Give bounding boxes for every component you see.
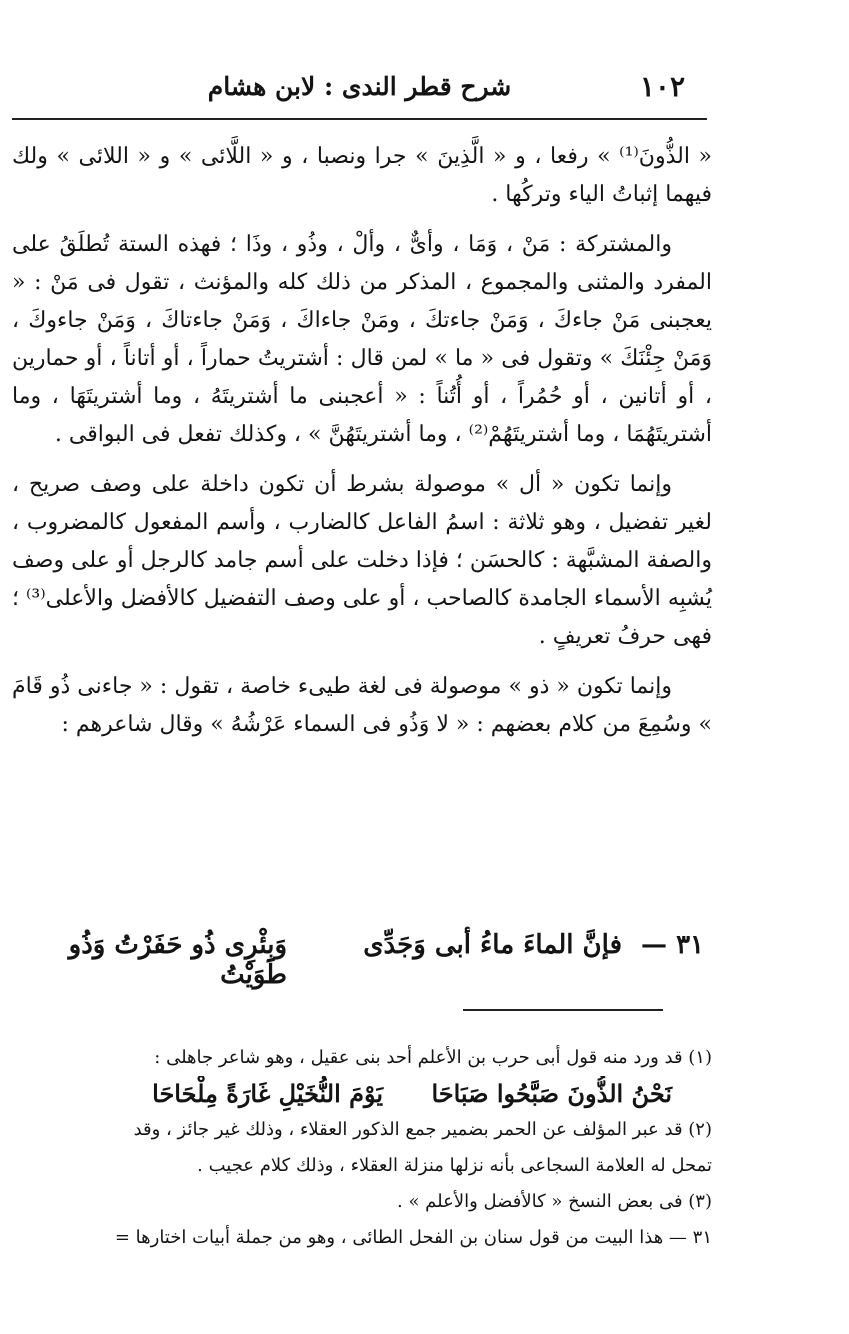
footnotes — [12, 1040, 712, 1256]
footnote-2-line-2: تمحل له العلامة السجاعى بأنه نزلها منزلة العقلاء ، وذلك كلام عجيب . — [197, 1155, 712, 1176]
verse-hemistich-1: فإنَّ الماءَ ماءُ أبى وَجَدِّى — [363, 930, 622, 960]
footnote-verse-hemistich-1: نَحْنُ الذُّونَ صَبَّحُوا صَبَاحَا — [431, 1079, 672, 1108]
footnote-31: ٣١ — هذا البيت من قول سنان بن الفحل الطائى ، وهو من جملة أبيات اختارها = — [114, 1227, 712, 1248]
paragraph-3: وإنما تكون « أل » موصولة بشرط أن تكون داخلة على وصف صريح ، لغير تفضيل ، وهو ثلاثة : اسمُ الفاعل كالضارب ، وأسم المفعول كالمضروب ، والصفة المشبَّهة : كالحسَن ؛ فإذا دخلت على أسم جامد كالرجل أو على وصف يُشبِه الأسماء الجامدة كالصاحب ، أو على وصف التفضيل كالأفضل والأعلى⁽³⁾ ؛ فهى حرفُ تعريفٍ . — [12, 472, 712, 649]
paragraph-2: والمشتركة : مَنْ ، وَمَا ، وأىٌّ ، وألْ ، وذُو ، وذَا ؛ فهذه الستة تُطلَقُ على المفرد والمثنى والمجموع ، المذكر من ذلك كله والمؤنث ، تقول فى مَنْ : « يعجبنى مَنْ جاءكَ ، وَمَنْ جاءتكَ ، ومَنْ جاءاكَ ، وَمَنْ جاءتاكَ ، وَمَنْ جاءوكَ ، وَمَنْ جِئْنَكَ » وتقول فى « ما » لمن قال : أشتريتُ حماراً ، أو أتاناً ، أو حمارين ، أو أتانين ، أو حُمُراً ، أو أُتُناً : « أعجبنى ما أشتريتَهُ ، وما أشتريتَهَا ، وما أشتريتَهُمَا ، وما أشتريتَهُمْ⁽²⁾ ، وما أشتريتَهُنَّ » ، وكذلك تفعل فى البواقى . — [12, 232, 712, 447]
running-title: شرح قطر الندى : لابن هشام — [207, 72, 512, 101]
verse-hemistich-2: وَبِئْرِى ذُو حَفَرْتُ وَذُو طَوَيْتُ — [68, 930, 287, 990]
header-rule — [12, 118, 707, 120]
footnote-2-line-1: (٢) قد عبر المؤلف عن الحمر بضمير جمع الذكور العقلاء ، وذلك غير جائز ، وقد — [133, 1119, 712, 1140]
paragraph-1: « الذُّونَ⁽¹⁾ » رفعا ، و « الَّذِينَ » جرا ونصبا ، و « اللَّائى » و « اللائى » ولك فيهما إثباتُ الياء وتركُها . — [12, 144, 713, 207]
verse-number: ٣١ — — [641, 930, 704, 960]
footnote-verse-hemistich-2: يَوْمَ النُّخَيْلِ غَارَةً مِلْحَاحَا — [152, 1079, 384, 1108]
page-header — [12, 66, 707, 118]
main-text — [12, 138, 712, 756]
footnote-separator — [463, 1009, 663, 1011]
footnote-1-verse — [12, 1076, 712, 1112]
paragraph-4: وإنما تكون « ذو » موصولة فى لغة طيىء خاصة ، تقول : « جاءنى ذُو قَامَ » وسُمِعَ من كلام بعضهم : « لا وَذُو فى السماء عَرْشُهُ » وقال شاعرهم : — [12, 674, 712, 737]
footnote-1: (١) قد ورد منه قول أبى حرب بن الأعلم أحد بنى عقيل ، وهو شاعر جاهلى : — [154, 1047, 712, 1068]
footnote-3: (٣) فى بعض النسخ « كالأفضل والأعلم » . — [397, 1191, 712, 1212]
verse-31 — [12, 926, 712, 990]
page-number: ١٠٢ — [639, 70, 685, 103]
